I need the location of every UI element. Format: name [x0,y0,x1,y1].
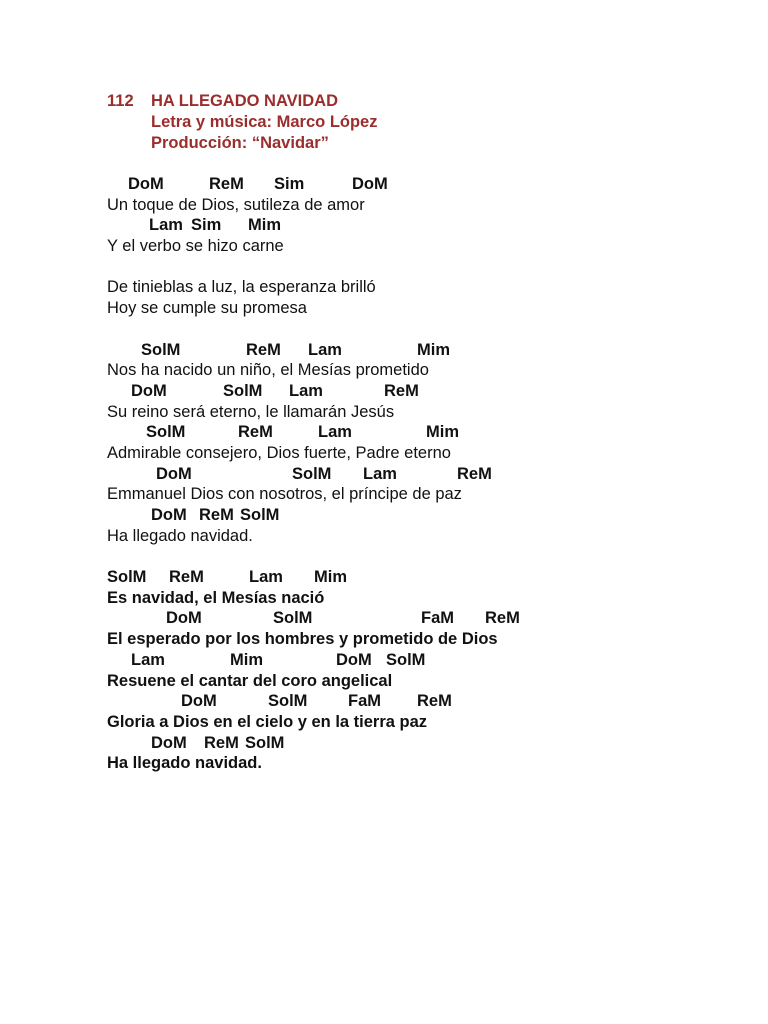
chord: DoM [151,506,187,524]
chord: Sim [191,216,222,235]
chord: ReM [199,506,234,524]
chord: DoM [336,650,372,669]
chord: SolM [245,733,285,752]
chord: SolM [146,423,186,442]
lyric-line: Nos ha nacido un niño, el Mesías prometido [107,361,429,380]
lyric-line: Es navidad, el Mesías nació [107,588,325,607]
lyric-line: Admirable consejero, Dios fuerte, Padre eterno [107,443,451,462]
chord: Lam [308,340,342,359]
chord: Lam [249,568,283,587]
lyric-line: Hoy se cumple su promesa [107,299,307,318]
chord-line [107,174,498,195]
chord-line [107,567,498,588]
chord-line [107,381,498,402]
chord-line [107,215,498,236]
chord: DoM [131,381,167,400]
lyric-line: Emmanuel Dios con nosotros, el príncipe de paz [107,485,462,504]
lyric-line: Resuene el cantar del coro angelical [107,671,393,690]
chord-line [107,691,498,712]
chord: ReM [246,340,281,359]
lyric-line: Gloria a Dios en el cielo y en la tierra paz [107,712,428,731]
song-number: 112 [107,92,134,110]
lyric-line: Ha llegado navidad. [107,526,253,545]
chord-line [107,340,498,361]
chord: Lam [289,381,323,400]
chord: ReM [384,381,419,400]
lyric-line: Su reino será eterno, le llamarán Jesús [107,402,395,421]
chord: ReM [238,423,273,442]
chord: SolM [273,609,313,628]
chord: DoM [151,733,187,752]
chord: SolM [107,568,147,587]
chord: ReM [457,464,492,483]
chord: Lam [318,423,352,442]
lyric-line: Ha llegado navidad. [107,754,262,773]
chord-line [107,608,520,629]
chord-line [107,733,498,754]
chord: DoM [128,175,164,193]
chord: SolM [268,692,308,711]
chord: Lam [363,464,397,483]
stanza-gap [107,546,498,567]
chord: Mim [230,650,263,669]
lyric-line: Un toque de Dios, sutileza de amor [107,195,365,214]
chord-line [107,464,498,485]
chord: SolM [223,381,263,400]
chord: SolM [386,650,426,669]
chord: DoM [166,609,202,628]
chord: Mim [248,216,281,235]
lyric-line: Y el verbo se hizo carne [107,237,284,256]
chord: Lam [131,650,165,669]
song-body [107,174,520,774]
chord: ReM [485,609,520,628]
chord: SolM [292,464,332,483]
chord: Lam [149,216,183,235]
chord: ReM [209,175,244,193]
song-credits: Letra y música: Marco López [151,113,378,131]
chord: Mim [426,423,459,442]
chord: ReM [417,692,452,711]
stanza-gap [107,319,498,340]
lyric-line: De tinieblas a luz, la esperanza brilló [107,278,376,297]
chord-line [107,422,498,443]
chord: DoM [181,692,217,711]
lyric-line: El esperado por los hombres y prometido de Dios [107,630,498,649]
chord: Mim [417,340,450,359]
stanza-gap [107,257,498,278]
song-header [107,91,377,154]
chord-line [107,650,498,671]
chord: DoM [156,464,192,483]
chord: Sim [274,175,305,193]
chord: SolM [240,506,280,524]
chord: ReM [169,568,204,587]
chord: DoM [352,175,388,193]
chord: SolM [141,340,181,359]
chord: FaM [348,692,381,711]
chord-line [107,505,498,526]
chord: ReM [204,733,239,752]
song-production: Producción: “Navidar” [151,134,329,152]
song-title: HA LLEGADO NAVIDAD [151,92,338,110]
chord: Mim [314,568,347,587]
chord: FaM [421,609,454,628]
